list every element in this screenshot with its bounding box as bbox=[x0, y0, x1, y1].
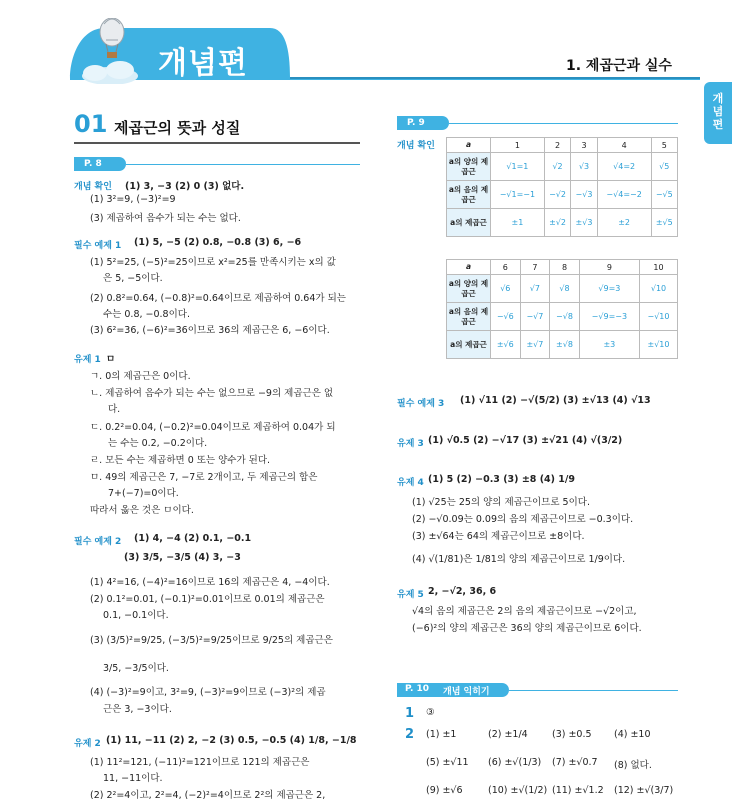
exercise3-answer: (1) √0.5 (2) −√17 (3) ±√21 (4) √(3/2) bbox=[428, 435, 623, 446]
table-cell: a bbox=[447, 138, 491, 153]
side-tab-label: 개념편 bbox=[712, 92, 724, 131]
chapter-title: 1. 제곱근과 실수 bbox=[566, 58, 672, 74]
exercise1-line: 다. bbox=[108, 404, 121, 415]
example1-line: (3) 6²=36, (−6)²=36이므로 36의 제곱근은 6, −6이다. bbox=[90, 325, 330, 336]
exercise2-line: 11, −11이다. bbox=[103, 773, 163, 784]
table-cell: √2 bbox=[544, 153, 570, 181]
example2-line: (1) 4²=16, (−4)²=16이므로 16의 제곱근은 4, −4이다. bbox=[90, 577, 330, 588]
exercise1-line: ㄱ. 0의 제곱근은 0이다. bbox=[90, 371, 191, 382]
concept-answer: (1) 3, −3 (2) 0 (3) 없다. bbox=[125, 181, 245, 192]
exercise5-line: √4의 음의 제곱근은 2의 음의 제곱근이므로 −√2이고, bbox=[412, 606, 637, 617]
exercise1-line: ㄴ. 제곱하여 음수가 되는 수는 없으므로 −9의 제곱근은 없 bbox=[90, 388, 334, 399]
example2-answer: (3) 3/5, −3/5 (4) 3, −3 bbox=[124, 552, 241, 563]
question2-number: 2 bbox=[405, 727, 415, 742]
section-title: 제곱근의 뜻과 성질 bbox=[114, 119, 241, 137]
exercise4-line: (2) −√0.09는 0.09의 음의 제곱근이므로 −0.3이다. bbox=[412, 514, 634, 525]
example2-line: (3) (3/5)²=9/25, (−3/5)²=9/25이므로 9/25의 제곱근은 bbox=[90, 635, 333, 646]
example1-line: 은 5, −5이다. bbox=[103, 273, 163, 284]
table-cell: 5 bbox=[651, 138, 677, 153]
exercise5-line: (−6)²의 양의 제곱근은 36의 양의 제곱근이므로 6이다. bbox=[412, 623, 642, 634]
table-cell: √1=1 bbox=[491, 153, 545, 181]
table-cell: a bbox=[447, 260, 491, 275]
p8-bar bbox=[74, 157, 360, 171]
table-row-header: a의 양의 제곱근 bbox=[447, 153, 491, 181]
example2-line: 근은 3, −3이다. bbox=[103, 704, 172, 715]
table-cell: ±√5 bbox=[651, 209, 677, 237]
p10-page: P. 10 bbox=[405, 684, 430, 694]
section-rule bbox=[74, 142, 360, 144]
example3-answer: (1) √11 (2) −√(5/2) (3) ±√13 (4) √13 bbox=[460, 395, 651, 406]
table-cell: 8 bbox=[550, 260, 580, 275]
table-cell: √8 bbox=[550, 275, 580, 303]
question1-answer: ③ bbox=[426, 707, 435, 718]
example2-answer: (1) 4, −4 (2) 0.1, −0.1 bbox=[134, 533, 252, 544]
page-title: 개념편 bbox=[158, 46, 248, 81]
concept-label: 개념 확인 bbox=[74, 182, 112, 192]
exercise5-label: 유제 5 bbox=[397, 590, 424, 600]
question1-number: 1 bbox=[405, 706, 415, 721]
q2-answer: (1) ±1 bbox=[426, 729, 457, 740]
example1-line: (2) 0.8²=0.64, (−0.8)²=0.64이므로 제곱하여 0.64가 되는 bbox=[90, 293, 346, 304]
table-cell: 7 bbox=[520, 260, 550, 275]
table-row-header: a의 양의 제곱근 bbox=[447, 275, 491, 303]
table-cell: −√8 bbox=[550, 303, 580, 331]
table-cell: √5 bbox=[651, 153, 677, 181]
concept-label: 개념 확인 bbox=[397, 141, 435, 151]
q2-answer: (8) 없다. bbox=[614, 760, 652, 771]
table-row-header: a의 제곱근 bbox=[447, 331, 491, 359]
table-cell: 2 bbox=[544, 138, 570, 153]
q2-answer: (12) ±√(3/7) bbox=[614, 785, 674, 796]
table-cell: 1 bbox=[491, 138, 545, 153]
example2-line: (2) 0.1²=0.01, (−0.1)²=0.01이므로 0.01의 제곱근은 bbox=[90, 594, 325, 605]
table-cell: ±3 bbox=[579, 331, 639, 359]
exercise2-label: 유제 2 bbox=[74, 739, 101, 749]
side-tab[interactable] bbox=[704, 82, 732, 144]
table-row-header: a의 음의 제곱근 bbox=[447, 303, 491, 331]
exercise1-line: 는 수는 0.2, −0.2이다. bbox=[108, 438, 208, 449]
exercise1-line: ㄷ. 0.2²=0.04, (−0.2)²=0.04이므로 제곱하여 0.04가 되 bbox=[90, 422, 336, 433]
exercise1-line: ㄹ. 모든 수는 제곱하면 0 또는 양수가 된다. bbox=[90, 455, 271, 466]
exercise1-line: ㅁ. 49의 제곱근은 7, −7로 2개이고, 두 제곱근의 합은 bbox=[90, 472, 318, 483]
table-cell: 10 bbox=[639, 260, 677, 275]
table-cell: 9 bbox=[579, 260, 639, 275]
exercise1-answer: ㅁ bbox=[106, 354, 116, 365]
p10-badge bbox=[397, 683, 509, 697]
table-cell: −√9=−3 bbox=[579, 303, 639, 331]
table-cell: ±√10 bbox=[639, 331, 677, 359]
roots-table-1 bbox=[446, 137, 678, 237]
table-cell: ±√2 bbox=[544, 209, 570, 237]
table-cell: √3 bbox=[571, 153, 597, 181]
q2-answer: (5) ±√11 bbox=[426, 757, 469, 768]
table-cell: 6 bbox=[491, 260, 521, 275]
q2-answer: (10) ±√(1/2) bbox=[488, 785, 548, 796]
table-cell: −√6 bbox=[491, 303, 521, 331]
table-cell: −√10 bbox=[639, 303, 677, 331]
exercise3-label: 유제 3 bbox=[397, 439, 424, 449]
table-cell: −√5 bbox=[651, 181, 677, 209]
table-cell: −√4=−2 bbox=[597, 181, 651, 209]
exercise1-line: 따라서 옳은 것은 ㅁ이다. bbox=[90, 505, 194, 516]
concept-line: (1) 3²=9, (−3)²=9 bbox=[90, 194, 176, 205]
p10-rule bbox=[509, 690, 678, 691]
example2-line: 3/5, −3/5이다. bbox=[103, 663, 169, 674]
table-cell: ±1 bbox=[491, 209, 545, 237]
example1-answer: (1) 5, −5 (2) 0.8, −0.8 (3) 6, −6 bbox=[134, 237, 302, 248]
exercise1-line: 7+(−7)=0이다. bbox=[108, 488, 179, 499]
table-row-header: a의 제곱근 bbox=[447, 209, 491, 237]
table-cell: 4 bbox=[597, 138, 651, 153]
table-row-header: a의 음의 제곱근 bbox=[447, 181, 491, 209]
table-cell: √10 bbox=[639, 275, 677, 303]
exercise2-line: (2) 2²=4이고, 2²=4, (−2)²=4이므로 2²의 제곱근은 2, bbox=[90, 790, 326, 799]
table-cell: ±√6 bbox=[491, 331, 521, 359]
roots-table-2 bbox=[446, 259, 678, 359]
q2-answer: (11) ±√1.2 bbox=[552, 785, 604, 796]
table-cell: 3 bbox=[571, 138, 597, 153]
exercise4-line: (3) ±√64는 64의 제곱근이므로 ±8이다. bbox=[412, 531, 585, 542]
q2-answer: (2) ±1/4 bbox=[488, 729, 528, 740]
example1-line: (1) 5²=25, (−5)²=25이므로 x²=25를 만족시키는 x의 값 bbox=[90, 257, 336, 268]
q2-answer: (7) ±√0.7 bbox=[552, 757, 598, 768]
example2-line: 0.1, −0.1이다. bbox=[103, 610, 169, 621]
example1-label: 필수 예제 1 bbox=[74, 241, 122, 251]
p10-title: 개념 익히기 bbox=[443, 687, 490, 697]
example3-label: 필수 예제 3 bbox=[397, 399, 445, 409]
p9-badge: P. 9 bbox=[397, 116, 449, 130]
q2-answer: (6) ±√(1/3) bbox=[488, 757, 542, 768]
exercise5-answer: 2, −√2, 36, 6 bbox=[428, 586, 497, 597]
section-number: 01 bbox=[74, 110, 108, 138]
table-cell: −√7 bbox=[520, 303, 550, 331]
table-cell: √6 bbox=[491, 275, 521, 303]
exercise4-label: 유제 4 bbox=[397, 478, 424, 488]
example1-line: 수는 0.8, −0.8이다. bbox=[103, 309, 190, 320]
exercise4-line: (1) √25는 25의 양의 제곱근이므로 5이다. bbox=[412, 497, 590, 508]
table-cell: √4=2 bbox=[597, 153, 651, 181]
table-cell: ±√3 bbox=[571, 209, 597, 237]
p8-badge: P. 8 bbox=[74, 157, 126, 171]
example2-line: (4) (−3)²=9이고, 3²=9, (−3)²=9이므로 (−3)²의 제곱 bbox=[90, 687, 326, 698]
example2-label: 필수 예제 2 bbox=[74, 537, 122, 547]
table-cell: ±√8 bbox=[550, 331, 580, 359]
table-cell: √7 bbox=[520, 275, 550, 303]
exercise4-line: (4) √(1/81)은 1/81의 양의 제곱근이므로 1/9이다. bbox=[412, 554, 626, 565]
q2-answer: (3) ±0.5 bbox=[552, 729, 592, 740]
table-cell: √9=3 bbox=[579, 275, 639, 303]
exercise2-line: (1) 11²=121, (−11)²=121이므로 121의 제곱근은 bbox=[90, 757, 310, 768]
exercise2-answer: (1) 11, −11 (2) 2, −2 (3) 0.5, −0.5 (4) 1/8, −1/8 bbox=[106, 735, 357, 746]
p9-bar bbox=[397, 116, 678, 130]
table-cell: ±√7 bbox=[520, 331, 550, 359]
exercise4-answer: (1) 5 (2) −0.3 (3) ±8 (4) 1/9 bbox=[428, 474, 575, 485]
q2-answer: (9) ±√6 bbox=[426, 785, 463, 796]
exercise1-label: 유제 1 bbox=[74, 355, 101, 365]
table-cell: −√1=−1 bbox=[491, 181, 545, 209]
concept-line: (3) 제곱하여 음수가 되는 수는 없다. bbox=[90, 213, 241, 224]
table-cell: −√3 bbox=[571, 181, 597, 209]
q2-answer: (4) ±10 bbox=[614, 729, 651, 740]
table-cell: −√2 bbox=[544, 181, 570, 209]
table-cell: ±2 bbox=[597, 209, 651, 237]
